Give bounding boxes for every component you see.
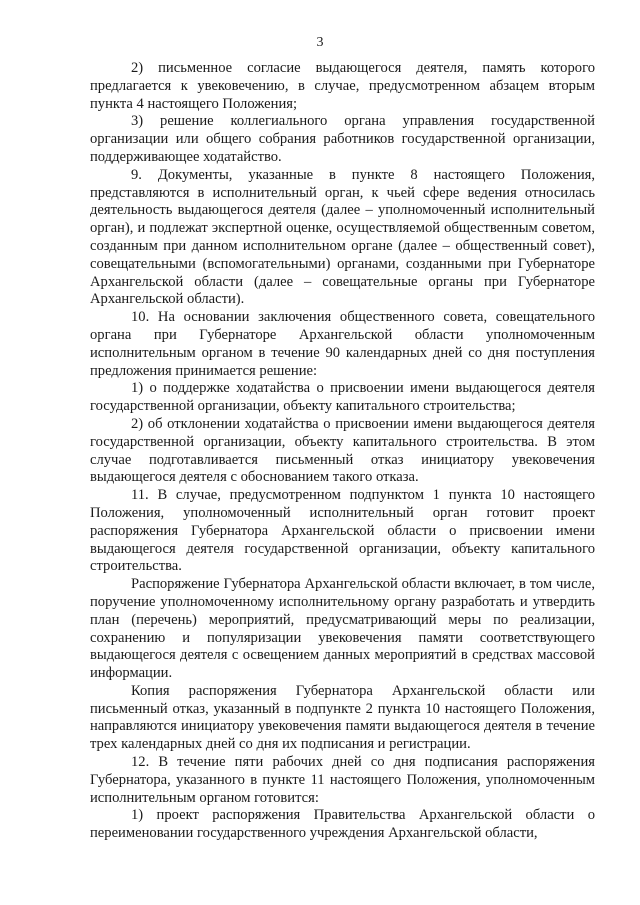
clause-10-decision: 10. На основании заключения общественного совета, совещательного органа при Губернаторе Архангельской области уполномоченным исполнительным органом в течение 90 календарных дней со дня поступления предложения принимается решение: [90, 309, 595, 379]
subitem-1-draft-government-order: 1) проект распоряжения Правительства Архангельской области о переименовании государственного учреждения Архангельской области, [90, 807, 595, 842]
clause-9-documents: 9. Документы, указанные в пункте 8 настоящего Положения, представляются в исполнительный орган, к чьей сфере ведения относилась деятельность выдающегося деятеля (далее – уполномоченный исполнительный орган), и подлежат экспертной оценке, осуществляемой общественным советом, созданным при данном исполнительном органе (далее – общественный совет), совещательными (вспомогательными) органами, созданными при Губернаторе Архангельской области (далее – совещательные органы при Губернаторе Архангельской области). [90, 166, 595, 308]
subitem-1-support: 1) о поддержке ходатайства о присвоении имени выдающегося деятеля государственной организации, объекту капитального строительства; [90, 380, 595, 415]
document-body [90, 60, 595, 843]
subitem-2-rejection: 2) об отклонении ходатайства о присвоении имени выдающегося деятеля государственной организации, объекту капитального строительства. В этом случае подготавливается письменный отказ инициатору увековечения выдающегося деятеля с обоснованием такого отказа. [90, 415, 595, 486]
subitem-2-written-consent: 2) письменное согласие выдающегося деятеля, память которого предлагается к увековечению, в случае, предусмотренном абзацем вторым пункта 4 настоящего Положения; [90, 60, 595, 112]
order-copy-paragraph: Копия распоряжения Губернатора Архангельской области или письменный отказ, указанный в подпункте 2 пункта 10 настоящего Положения, направляются инициатору увековечения памяти выдающегося деятеля в течение трех календарных дней со дня их подписания и регистрации. [90, 682, 595, 753]
order-contents-paragraph: Распоряжение Губернатора Архангельской области включает, в том числе, поручение уполномоченному исполнительному органу разработать и утвердить план (перечень) мероприятий, предусматривающий меры по реализации, сохранению и популяризации увековечения памяти соответствующего выдающегося деятеля с освещением данных мероприятий в средствах массовой информации. [90, 576, 595, 682]
clause-12-preparation: 12. В течение пяти рабочих дней со дня подписания распоряжения Губернатора, указанного в пункте 11 настоящего Положения, уполномоченным исполнительным органом готовится: [90, 754, 595, 806]
subitem-3-collegial-decision: 3) решение коллегиального органа управления государственной организации или общего собрания работников государственной организации, поддерживающее ходатайство. [90, 113, 595, 165]
clause-11-draft-order: 11. В случае, предусмотренном подпунктом 1 пункта 10 настоящего Положения, уполномоченный исполнительный орган готовит проект распоряжения Губернатора Архангельской области о присвоении имени выдающегося деятеля государственной организации, объекту капитального строительства. [90, 487, 595, 575]
page-number: 3 [316, 35, 324, 50]
